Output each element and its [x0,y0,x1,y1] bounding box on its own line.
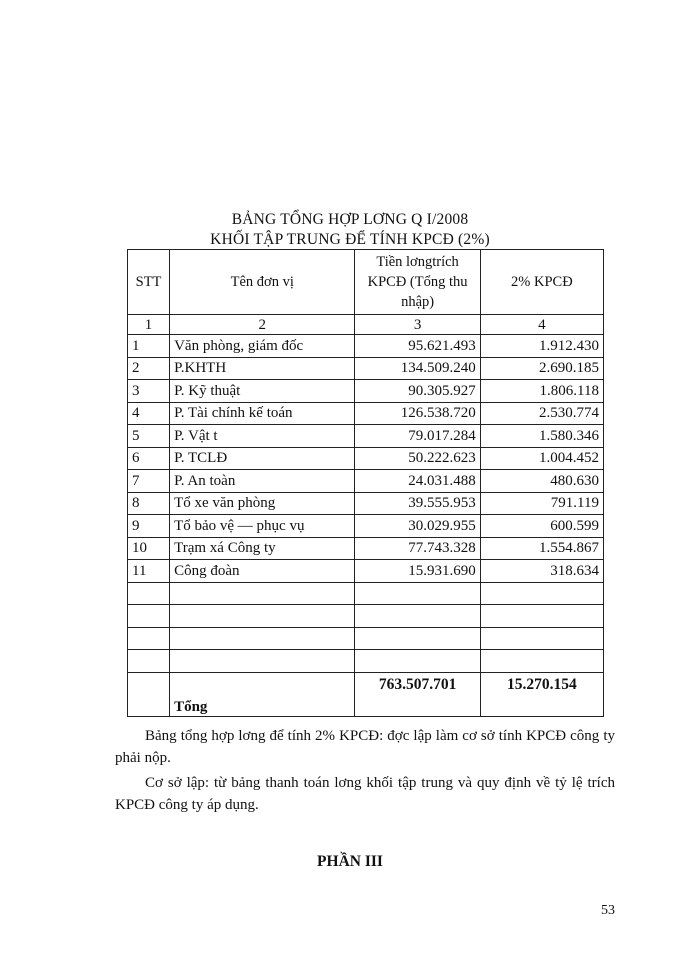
table-title: BẢNG TỔNG HỢP LƠNG Q I/2008 [231,211,469,228]
row-salary: 126.538.720 [355,402,480,425]
table-header-row [128,250,604,315]
empty-cell [480,582,603,605]
row-salary: 30.029.955 [355,515,480,538]
row-unit-name: P. An toàn [170,470,355,493]
row-salary: 90.305.927 [355,380,480,403]
column-number: 2 [170,315,355,335]
row-kpcd: 2.690.185 [480,357,603,380]
column-number: 4 [480,315,603,335]
row-stt: 11 [128,560,170,583]
header-unit-name: Tên đơn vị [170,250,355,315]
row-kpcd: 1.912.430 [480,335,603,358]
empty-cell [170,605,355,628]
row-kpcd: 480.630 [480,470,603,493]
row-salary: 95.621.493 [355,335,480,358]
empty-cell [128,605,170,628]
empty-cell [355,605,480,628]
paragraph-purpose: Bảng tổng hợp lơng để tính 2% KPCĐ: đợc lập làm cơ sở tính KPCĐ công ty phải nộp. [115,728,615,766]
row-stt: 6 [128,447,170,470]
table-row [128,492,604,515]
row-stt: 9 [128,515,170,538]
empty-row [128,650,604,673]
table-row [128,402,604,425]
row-stt: 10 [128,537,170,560]
empty-cell [480,650,603,673]
empty-row [128,627,604,650]
empty-cell [170,650,355,673]
total-kpcd: 15.270.154 [480,672,603,716]
column-number-row [128,315,604,335]
row-stt: 4 [128,402,170,425]
row-unit-name: P. TCLĐ [170,447,355,470]
row-unit-name: Trạm xá Công ty [170,537,355,560]
empty-row [128,582,604,605]
row-unit-name: Văn phòng, giám đốc [170,335,355,358]
column-number: 1 [128,315,170,335]
salary-table [127,249,604,717]
table-row [128,425,604,448]
table-row [128,470,604,493]
table-row [128,357,604,380]
row-salary: 15.931.690 [355,560,480,583]
row-unit-name: Tổ bảo vệ — phục vụ [170,515,355,538]
row-unit-name: Tổ xe văn phòng [170,492,355,515]
empty-cell [128,582,170,605]
row-kpcd: 1.580.346 [480,425,603,448]
row-salary: 39.555.953 [355,492,480,515]
empty-cell [355,582,480,605]
header-salary: Tiền lơngtrích KPCĐ (Tổng thu nhập) [355,250,480,315]
empty-row [128,605,604,628]
empty-cell [480,605,603,628]
row-salary: 24.031.488 [355,470,480,493]
row-kpcd: 2.530.774 [480,402,603,425]
total-stt-cell [128,672,170,716]
row-kpcd: 318.634 [480,560,603,583]
header-stt: STT [128,250,170,315]
table-row [128,447,604,470]
row-unit-name: P. Vật t [170,425,355,448]
empty-cell [128,627,170,650]
row-stt: 7 [128,470,170,493]
row-stt: 5 [128,425,170,448]
row-kpcd: 1.806.118 [480,380,603,403]
paragraph-basis: Cơ sở lập: từ bảng thanh toán lơng khối tập trung và quy định về tỷ lệ trích KPCĐ công ty áp dụng. [115,775,615,813]
row-stt: 1 [128,335,170,358]
page-number: 53 [601,903,615,918]
empty-cell [480,627,603,650]
row-unit-name: P. Kỹ thuật [170,380,355,403]
empty-cell [128,650,170,673]
row-stt: 3 [128,380,170,403]
row-stt: 8 [128,492,170,515]
empty-cell [355,627,480,650]
row-stt: 2 [128,357,170,380]
row-salary: 50.222.623 [355,447,480,470]
row-salary: 79.017.284 [355,425,480,448]
row-kpcd: 600.599 [480,515,603,538]
row-unit-name: P.KHTH [170,357,355,380]
section-heading: PHẦN III [317,853,383,870]
table-row [128,515,604,538]
total-row [128,672,604,716]
row-kpcd: 1.004.452 [480,447,603,470]
table-row [128,560,604,583]
total-label: Tổng [170,672,355,716]
row-kpcd: 1.554.867 [480,537,603,560]
header-kpcd: 2% KPCĐ [480,250,603,315]
column-number: 3 [355,315,480,335]
row-salary: 77.743.328 [355,537,480,560]
empty-cell [355,650,480,673]
row-unit-name: Công đoàn [170,560,355,583]
total-salary: 763.507.701 [355,672,480,716]
row-salary: 134.509.240 [355,357,480,380]
table-row [128,380,604,403]
empty-cell [170,627,355,650]
row-kpcd: 791.119 [480,492,603,515]
row-unit-name: P. Tài chính kế toán [170,402,355,425]
table-row [128,537,604,560]
table-row [128,335,604,358]
table-subtitle: KHỐI TẬP TRUNG ĐỂ TÍNH KPCĐ (2%) [210,231,490,248]
empty-cell [170,582,355,605]
